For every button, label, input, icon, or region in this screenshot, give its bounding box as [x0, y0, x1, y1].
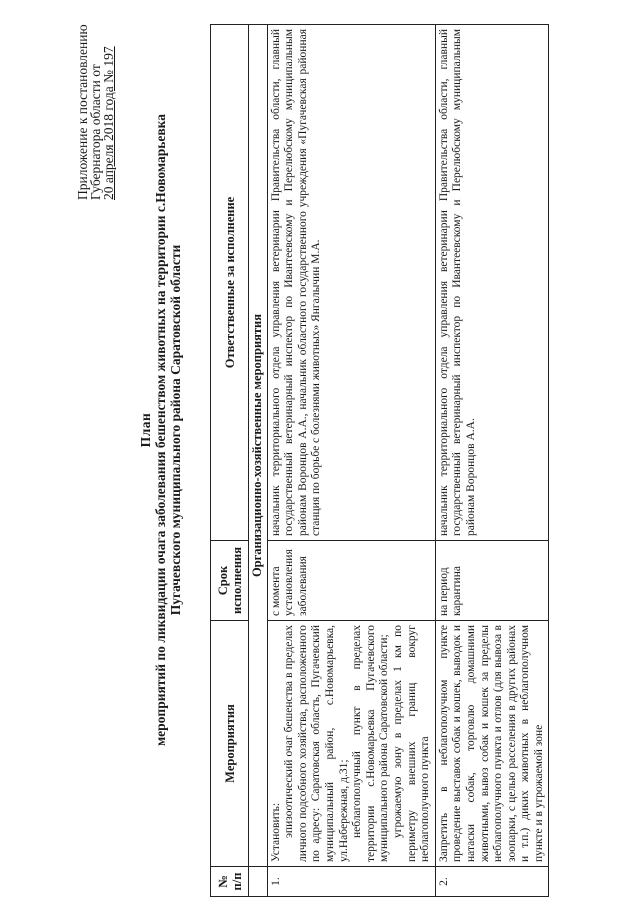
measure-item: угрожаемую зону в пределах 1 км по периметру внешних границ вокруг неблагополучного пункта [391, 625, 432, 862]
row-measure [435, 621, 549, 867]
row-deadline: на период карантина [435, 541, 549, 621]
measure-text: Запретить в неблагополучном пункте проведение выставок собак и кошек, выводок и натаски собак, торговлю домашними животными, вывоз собак и кошек за пределы неблагополучного пункта и отлов (для вывоза в зоопарки, с целью расселения в других районах и т.п.) диких животных в неблагополучном пункте и в угрожаемой зоне [437, 625, 545, 862]
appendix-line-3: 20 апреля 2018 года № 197 [101, 46, 116, 200]
header-responsible: Ответственные за исполнение [211, 25, 249, 541]
table-header-row [211, 25, 249, 897]
row-responsible [267, 25, 435, 541]
measure-item: неблагополучный пункт в пределах территории с.Новомарьевка Пугачевского муниципального района Саратовской области; [351, 625, 391, 862]
title-line-1: План [138, 412, 153, 448]
responsible-text: начальник территориального отдела управления ветеринарии Правительства области, главный государственный ветеринарный инспектор по Ивантеевскому и Перелюбскому муниципальным районам Воронцов А.А., начальник областного государственного учреждения «Пугачевская районная станция по борьбе с болезнями животных» Янгалычин М.А. [269, 29, 323, 536]
row-number: 1. [267, 867, 435, 897]
row-responsible [435, 25, 549, 541]
table-row [267, 25, 435, 897]
title-line-3: Пугачевского муниципального района Саратовской области [168, 244, 183, 616]
plan-table [210, 24, 549, 897]
row-measure [267, 621, 435, 867]
appendix-note [76, 10, 115, 200]
appendix-line-1: Приложение к постановлению [75, 24, 90, 200]
row-deadline: с момента установления заболевания [267, 541, 435, 621]
row-number: 2. [435, 867, 549, 897]
measure-intro: Установить: [269, 802, 282, 862]
section-row [249, 25, 268, 897]
document-title [138, 15, 183, 845]
header-measures: Мероприятия [211, 621, 249, 867]
responsible-text: начальник территориального отдела управления ветеринарии Правительства области, главный государственный ветеринарный инспектор по Ивантеевскому и Перелюбскому муниципальным районам Воронцов А.А. [437, 29, 477, 536]
title-line-2: мероприятий по ликвидации очага заболевания бешенством животных на территории с.Новомарьевка [153, 113, 168, 747]
section-title: Организационно-хозяйственные мероприятия [249, 25, 268, 867]
table-row [435, 25, 549, 897]
measure-item: эпизоотический очаг бешенства в пределах личного подсобного хозяйства, расположенного по адресу: Саратовская область, Пугачевский муниципальный район, с.Новомарьевка, ул.Набережная, д.31; [283, 625, 350, 862]
header-deadline: Срок исполнения [211, 541, 249, 621]
header-num: № п/п [211, 867, 249, 897]
appendix-line-2: Губернатора области от [88, 64, 103, 200]
